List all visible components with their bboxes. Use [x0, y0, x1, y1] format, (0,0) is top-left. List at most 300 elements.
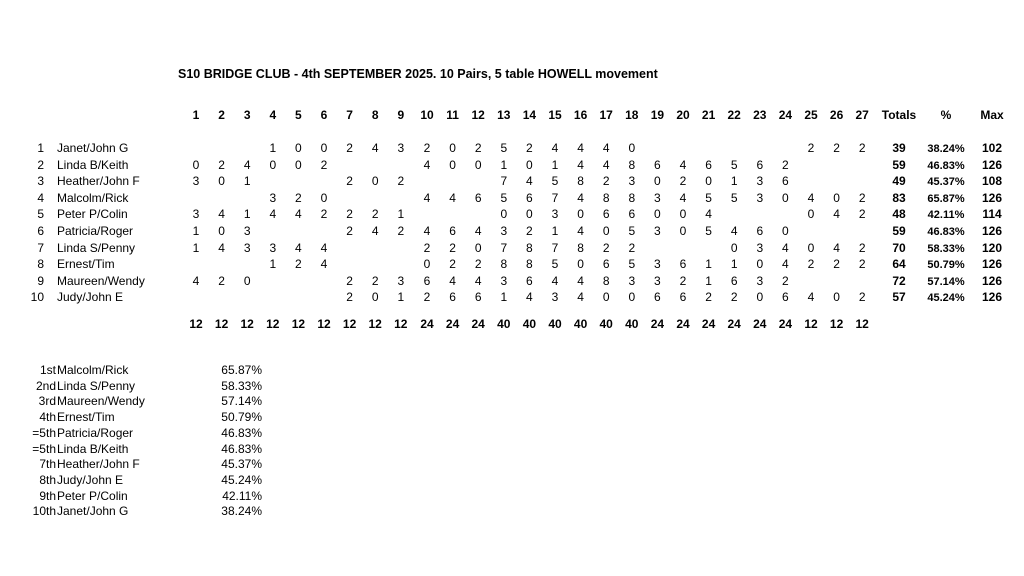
rank-place: =5th: [32, 441, 56, 456]
board-score: 2: [602, 174, 610, 189]
board-score: 2: [346, 224, 353, 238]
board-score: 6: [449, 290, 456, 305]
pair-total: 39: [892, 141, 906, 155]
board-score: 1: [705, 273, 712, 288]
board-score: 2: [397, 174, 405, 189]
board-header: 23: [753, 108, 767, 122]
board-score: 2: [858, 290, 866, 305]
board-score: 0: [730, 240, 738, 255]
board-score: 5: [551, 174, 559, 189]
rank-percent: 57.14%: [221, 394, 262, 409]
pair-max: 126: [981, 190, 1003, 205]
pair-name: Patricia/Roger: [57, 224, 134, 238]
board-score: 4: [474, 224, 482, 238]
board-score: 6: [782, 174, 789, 189]
pair-name: Janet/John G: [57, 141, 129, 155]
rank-percent: 38.24%: [221, 504, 262, 519]
board-score: 3: [243, 240, 251, 255]
board-score: 3: [756, 174, 764, 189]
board-score: 4: [679, 190, 687, 205]
board-score: 0: [756, 290, 764, 305]
board-score: 8: [500, 257, 508, 272]
board-score: 7: [551, 240, 559, 255]
page-title: S10 BRIDGE CLUB - 4th SEPTEMBER 2025. 10 Pairs, 5 table HOWELL movement: [178, 67, 658, 81]
rank-place: 10th: [32, 504, 56, 519]
rank-place: 2nd: [35, 378, 56, 393]
board-score: 0: [577, 207, 584, 222]
board-score: 2: [295, 190, 302, 205]
board-score: 3: [756, 240, 764, 255]
board-score: 1: [705, 257, 712, 272]
board-header: 19: [650, 108, 665, 122]
rank-name: Linda S/Penny: [57, 378, 136, 393]
pair-percent: 57.14%: [927, 275, 965, 288]
board-header: 15: [548, 108, 562, 122]
board-score: 4: [269, 207, 277, 222]
board-score: 6: [602, 257, 610, 272]
board-header: 24: [778, 108, 793, 122]
board-score: 6: [628, 207, 636, 222]
pair-number: 6: [37, 224, 44, 238]
board-score: 6: [654, 290, 661, 305]
rank-name: Malcolm/Rick: [57, 363, 129, 377]
board-score: 8: [577, 174, 584, 189]
board-score: 6: [654, 157, 661, 172]
pair-percent: 45.24%: [927, 292, 965, 305]
board-score: 2: [423, 141, 431, 155]
board-score: 3: [269, 240, 277, 255]
pair-percent: 50.79%: [927, 259, 965, 272]
board-score: 1: [730, 257, 738, 272]
board-score: 4: [705, 207, 712, 222]
board-score: 4: [295, 207, 302, 222]
pair-name: Linda B/Keith: [57, 157, 129, 172]
board-score: 6: [602, 207, 610, 222]
board-score: 5: [730, 157, 738, 172]
pair-percent: 46.83%: [927, 159, 965, 172]
board-score: 4: [474, 273, 482, 288]
board-max: 24: [727, 317, 741, 331]
board-score: 2: [628, 240, 636, 255]
board-score: 2: [474, 257, 482, 272]
board-score: 3: [628, 174, 636, 189]
board-score: 0: [295, 157, 302, 172]
board-score: 8: [628, 157, 636, 172]
board-score: 4: [192, 273, 200, 288]
rank-name: Patricia/Roger: [57, 425, 134, 440]
board-score: 4: [577, 157, 584, 172]
board-max: 24: [778, 317, 793, 331]
board-score: 2: [423, 290, 431, 305]
board-header: 17: [599, 108, 613, 122]
rank-percent: 58.33%: [221, 378, 262, 393]
pair-max: 114: [982, 207, 1002, 222]
rank-place: 8th: [39, 472, 56, 487]
board-header: 21: [701, 108, 716, 122]
board-score: 2: [371, 207, 379, 222]
board-max: 12: [291, 317, 306, 331]
pair-name: Linda S/Penny: [57, 240, 136, 255]
board-max: 40: [522, 317, 537, 331]
board-score: 3: [756, 190, 764, 205]
board-score: 8: [602, 190, 610, 205]
board-score: 0: [654, 207, 661, 222]
board-score: 0: [371, 290, 379, 305]
rank-name: Janet/John G: [57, 504, 129, 519]
pair-max: 102: [981, 141, 1003, 155]
pair-max: 126: [981, 273, 1003, 288]
percent-header: %: [940, 108, 952, 122]
max-header: Max: [980, 108, 1004, 122]
pair-total: 83: [892, 190, 906, 205]
pair-percent: 58.33%: [927, 242, 965, 255]
board-max: 12: [317, 317, 331, 331]
board-score: 2: [833, 141, 840, 155]
board-score: 0: [577, 257, 584, 272]
board-score: 3: [654, 257, 661, 272]
board-score: 2: [858, 240, 866, 255]
rank-percent: 45.24%: [221, 472, 262, 487]
pair-total: 64: [892, 257, 906, 272]
board-max: 40: [573, 317, 588, 331]
board-score: 2: [346, 141, 353, 155]
board-score: 0: [628, 290, 636, 305]
board-score: 6: [526, 190, 533, 205]
pair-name: Judy/John E: [57, 290, 124, 305]
board-max: 40: [625, 317, 639, 331]
pair-total: 48: [892, 207, 906, 222]
board-score: 4: [833, 207, 840, 222]
board-score: 4: [423, 190, 431, 205]
board-score: 3: [654, 224, 661, 238]
pair-total: 57: [892, 290, 906, 305]
board-header: 25: [804, 108, 818, 122]
board-max: 24: [701, 317, 716, 331]
board-header: 18: [625, 108, 639, 122]
board-score: 2: [320, 157, 328, 172]
board-score: 3: [500, 224, 508, 238]
board-header: 16: [573, 108, 588, 122]
board-score: 7: [500, 174, 508, 189]
board-score: 0: [807, 207, 815, 222]
board-score: 2: [397, 224, 405, 238]
pair-percent: 38.24%: [927, 143, 965, 155]
board-score: 0: [602, 290, 610, 305]
board-score: 3: [551, 207, 559, 222]
board-score: 0: [526, 157, 533, 172]
board-score: 4: [577, 273, 584, 288]
board-score: 2: [346, 273, 353, 288]
board-score: 8: [577, 240, 584, 255]
board-score: 0: [192, 157, 200, 172]
board-score: 1: [243, 207, 251, 222]
pair-max: 126: [981, 290, 1003, 305]
board-score: 2: [346, 207, 353, 222]
board-score: 2: [782, 157, 789, 172]
board-score: 4: [423, 224, 431, 238]
board-score: 0: [782, 190, 789, 205]
pair-max: 126: [981, 157, 1003, 172]
board-score: 4: [423, 157, 431, 172]
board-score: 2: [526, 141, 533, 155]
board-score: 0: [654, 174, 661, 189]
board-score: 4: [449, 273, 456, 288]
board-score: 3: [756, 273, 764, 288]
board-max: 12: [855, 317, 869, 331]
board-score: 6: [526, 273, 533, 288]
pair-number: 7: [37, 240, 44, 255]
board-score: 5: [500, 141, 508, 155]
rank-place: 1st: [39, 363, 56, 377]
board-score: 4: [243, 157, 251, 172]
board-max: 24: [676, 317, 690, 331]
board-score: 4: [371, 141, 379, 155]
board-max: 12: [189, 317, 203, 331]
board-score: 2: [730, 290, 738, 305]
board-max: 12: [394, 317, 408, 331]
board-score: 4: [577, 290, 584, 305]
board-score: 7: [500, 240, 508, 255]
board-header: 8: [371, 108, 379, 122]
board-score: 0: [833, 190, 840, 205]
board-score: 0: [500, 207, 508, 222]
board-max: 24: [445, 317, 460, 331]
board-score: 6: [679, 290, 687, 305]
board-score: 4: [833, 240, 840, 255]
rank-percent: 46.83%: [221, 425, 262, 440]
board-score: 1: [551, 224, 559, 238]
board-score: 6: [756, 224, 764, 238]
pair-name: Heather/John F: [57, 174, 140, 189]
board-score: 5: [730, 190, 738, 205]
board-score: 1: [269, 257, 277, 272]
board-score: 2: [449, 257, 456, 272]
pair-max: 126: [981, 224, 1003, 238]
board-score: 4: [782, 257, 789, 272]
board-score: 2: [833, 257, 840, 272]
board-score: 2: [474, 141, 482, 155]
board-score: 0: [807, 240, 815, 255]
board-score: 1: [500, 290, 508, 305]
board-score: 0: [474, 240, 482, 255]
board-max: 40: [599, 317, 613, 331]
rank-name: Judy/John E: [57, 472, 124, 487]
pair-total: 49: [892, 174, 906, 189]
board-score: 4: [371, 224, 379, 238]
board-score: 4: [807, 290, 815, 305]
board-score: 0: [269, 157, 277, 172]
board-max: 12: [829, 317, 844, 331]
board-score: 2: [807, 141, 815, 155]
board-score: 0: [526, 207, 533, 222]
board-header: 9: [397, 108, 405, 122]
board-header: 5: [295, 108, 302, 122]
pair-max: 108: [981, 174, 1003, 189]
rank-place: 3rd: [38, 394, 56, 409]
rank-name: Heather/John F: [57, 457, 140, 472]
board-score: 3: [628, 273, 636, 288]
board-score: 1: [500, 157, 508, 172]
board-score: 3: [500, 273, 508, 288]
pair-percent: 45.37%: [927, 176, 965, 189]
board-score: 2: [295, 257, 302, 272]
pair-name: Peter P/Colin: [57, 207, 128, 222]
board-score: 1: [243, 174, 251, 189]
board-score: 4: [807, 190, 815, 205]
pair-number: 10: [30, 290, 44, 305]
board-score: 6: [474, 290, 482, 305]
board-score: 8: [628, 190, 636, 205]
board-score: 0: [628, 141, 636, 155]
rank-percent: 42.11%: [222, 488, 262, 503]
board-score: 6: [423, 273, 431, 288]
pair-total: 59: [892, 224, 906, 238]
board-score: 2: [320, 207, 328, 222]
pair-total: 59: [892, 157, 906, 172]
board-score: 2: [858, 141, 866, 155]
pair-number: 4: [37, 190, 44, 205]
board-score: 0: [833, 290, 840, 305]
board-score: 0: [705, 174, 712, 189]
board-score: 2: [858, 190, 866, 205]
pair-number: 9: [37, 273, 44, 288]
pair-name: Maureen/Wendy: [57, 273, 145, 288]
board-score: 5: [705, 190, 712, 205]
board-score: 2: [449, 240, 456, 255]
board-score: 2: [346, 290, 353, 305]
board-score: 0: [295, 141, 302, 155]
board-score: 5: [628, 257, 636, 272]
board-header: 27: [855, 108, 869, 122]
board-max: 24: [420, 317, 434, 331]
pair-percent: 46.83%: [927, 226, 965, 238]
board-score: 3: [654, 190, 661, 205]
board-max: 24: [650, 317, 665, 331]
board-score: 3: [654, 273, 661, 288]
board-score: 2: [371, 273, 379, 288]
board-score: 3: [192, 207, 200, 222]
board-score: 1: [269, 141, 277, 155]
pair-max: 126: [981, 257, 1003, 272]
totals-header: Totals: [881, 108, 917, 122]
rank-place: 9th: [39, 488, 56, 503]
board-score: 0: [679, 207, 687, 222]
board-header: 10: [420, 108, 434, 122]
board-score: 0: [602, 224, 610, 238]
board-score: 4: [218, 207, 225, 222]
board-score: 2: [782, 273, 789, 288]
pair-total: 72: [892, 273, 906, 288]
board-max: 12: [266, 317, 280, 331]
rank-name: Peter P/Colin: [57, 488, 128, 503]
board-score: 4: [679, 157, 687, 172]
board-score: 2: [807, 257, 815, 272]
board-score: 0: [756, 257, 764, 272]
board-score: 0: [243, 273, 251, 288]
board-score: 4: [602, 141, 610, 155]
board-score: 2: [218, 273, 225, 288]
board-score: 4: [320, 257, 328, 272]
board-score: 3: [551, 290, 559, 305]
board-score: 5: [628, 224, 636, 238]
board-header: 2: [218, 108, 225, 122]
board-score: 1: [397, 290, 405, 305]
board-header: 7: [346, 108, 353, 122]
rank-percent: 65.87%: [221, 363, 262, 377]
board-score: 5: [551, 257, 559, 272]
board-score: 3: [243, 224, 251, 238]
board-score: 2: [679, 273, 687, 288]
pair-number: 3: [37, 174, 44, 189]
board-max: 12: [240, 317, 254, 331]
board-score: 2: [858, 207, 866, 222]
board-score: 0: [320, 190, 328, 205]
board-score: 6: [474, 190, 482, 205]
rank-name: Maureen/Wendy: [57, 394, 145, 409]
board-score: 1: [192, 224, 200, 238]
board-score: 4: [577, 190, 584, 205]
board-score: 4: [577, 224, 584, 238]
rank-percent: 50.79%: [221, 410, 262, 425]
rank-percent: 45.37%: [221, 457, 262, 472]
board-score: 2: [423, 240, 431, 255]
board-score: 4: [602, 157, 610, 172]
board-score: 0: [449, 141, 456, 155]
board-max: 12: [342, 317, 357, 331]
board-score: 6: [679, 257, 687, 272]
board-score: 8: [526, 257, 533, 272]
board-header: 4: [269, 108, 277, 122]
board-score: 5: [500, 190, 508, 205]
board-max: 24: [753, 317, 767, 331]
board-score: 1: [192, 240, 200, 255]
board-score: 3: [397, 273, 405, 288]
board-score: 7: [551, 190, 559, 205]
board-score: 4: [730, 224, 738, 238]
board-score: 0: [782, 224, 789, 238]
rank-place: =5th: [32, 425, 56, 440]
board-score: 8: [602, 273, 610, 288]
board-score: 2: [858, 257, 866, 272]
board-score: 4: [526, 174, 533, 189]
pair-name: Malcolm/Rick: [57, 190, 129, 205]
board-score: 0: [218, 224, 225, 238]
board-score: 4: [577, 141, 584, 155]
board-score: 2: [218, 157, 225, 172]
board-header: 26: [829, 108, 844, 122]
board-max: 12: [804, 317, 818, 331]
pair-total: 70: [892, 240, 906, 255]
board-score: 6: [730, 273, 738, 288]
board-score: 4: [320, 240, 328, 255]
pair-percent: 65.87%: [927, 192, 965, 205]
pair-number: 5: [37, 207, 44, 222]
board-header: 12: [471, 108, 485, 122]
pair-max: 120: [981, 240, 1003, 255]
board-score: 4: [295, 240, 302, 255]
rank-place: 7th: [39, 457, 56, 472]
board-score: 0: [423, 257, 431, 272]
board-max: 40: [497, 317, 511, 331]
board-score: 0: [320, 141, 328, 155]
board-header: 14: [522, 108, 537, 122]
board-header: 13: [497, 108, 511, 122]
board-score: 0: [679, 224, 687, 238]
board-score: 8: [526, 240, 533, 255]
rank-place: 4th: [39, 410, 56, 425]
board-header: 1: [192, 108, 200, 122]
board-score: 3: [269, 190, 277, 205]
